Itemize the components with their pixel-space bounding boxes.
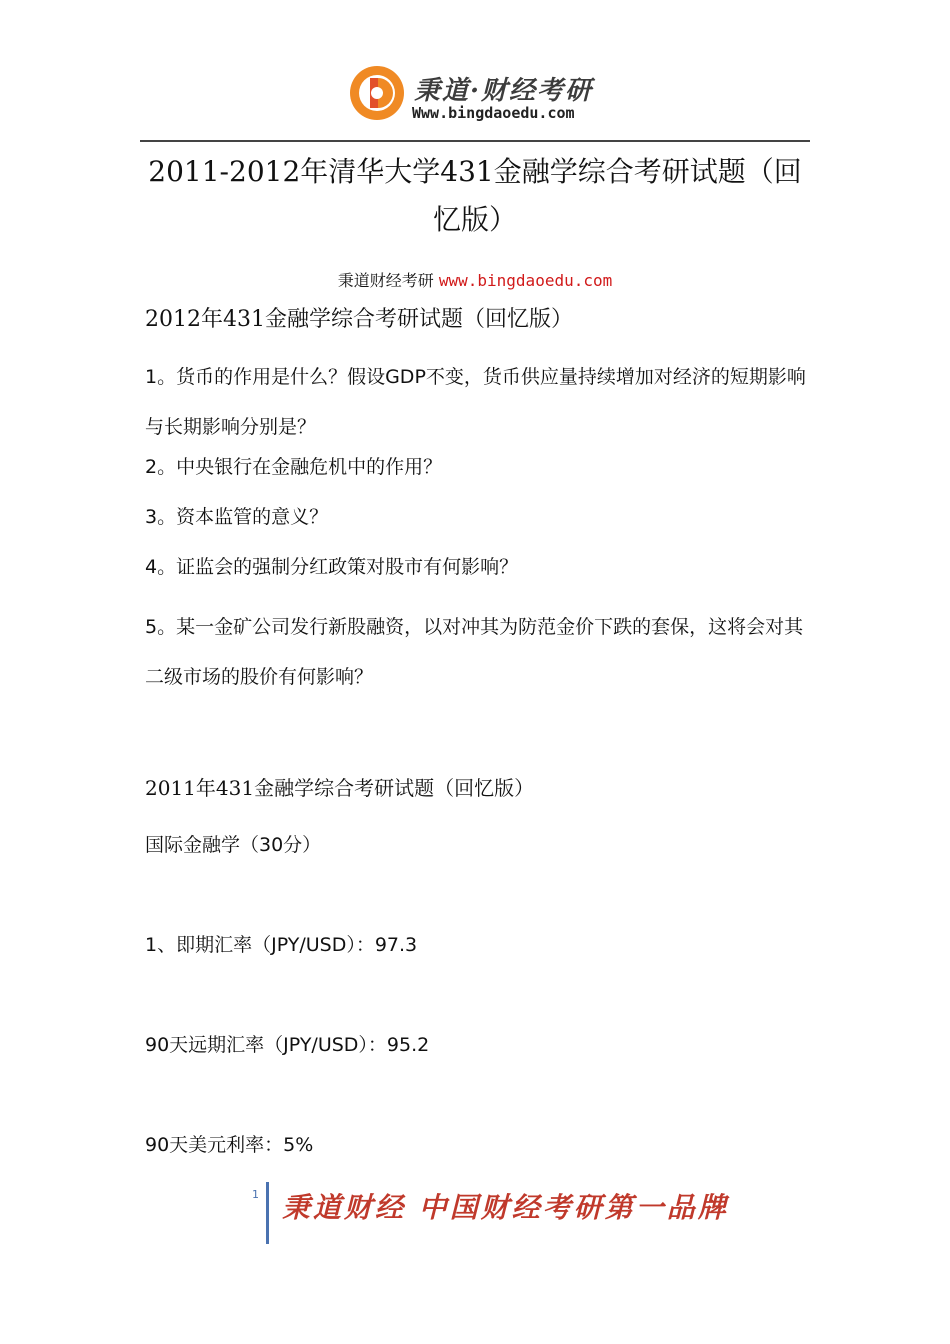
brand-url: Www.bingdaoedu.com [412,104,575,122]
rate-line-spot: 1、即期汇率（JPY/USD）：97.3 [145,934,418,956]
question-3: 3。资本监管的意义？ [145,506,329,528]
page-number: 1 [252,1188,259,1201]
page-header [140,62,810,142]
section-2012-heading: 2012年431金融学综合考研试题（回忆版） [145,307,573,332]
question-1: 1。货币的作用是什么？假设GDP不变，货币供应量持续增加对经济的短期影响与长期影响分别是？ [145,366,806,438]
question-5: 5。某一金矿公司发行新股融资，以对冲其为防范金价下跌的套保，这将会对其二级市场的股价有何影响？ [145,616,804,688]
page-title: 2011-2012年清华大学431金融学综合考研试题（回忆版） [148,155,802,236]
subtitle [140,268,810,291]
footer-slogan: 秉道财经 中国财经考研第一品牌 [282,1191,729,1224]
rate-line-forward: 90天远期汇率（JPY/USD）：95.2 [145,1034,430,1056]
section-2011-heading: 2011年431金融学综合考研试题（回忆版） [145,776,535,800]
question-4: 4。证监会的强制分红政策对股市有何影响？ [145,556,519,578]
rate-line-usd-interest: 90天美元利率：5% [145,1134,314,1156]
subtitle-label: 秉道财经考研 [337,271,434,290]
subtitle-url[interactable]: www.bingdaoedu.com [438,271,613,290]
section-2011-subheading: 国际金融学（30分） [145,834,322,856]
header-divider [140,140,810,142]
footer-divider [266,1182,269,1244]
brand-name: 秉道·财经考研 [414,76,594,106]
logo-icon [348,64,406,122]
question-2: 2。中央银行在金融危机中的作用？ [145,456,443,478]
